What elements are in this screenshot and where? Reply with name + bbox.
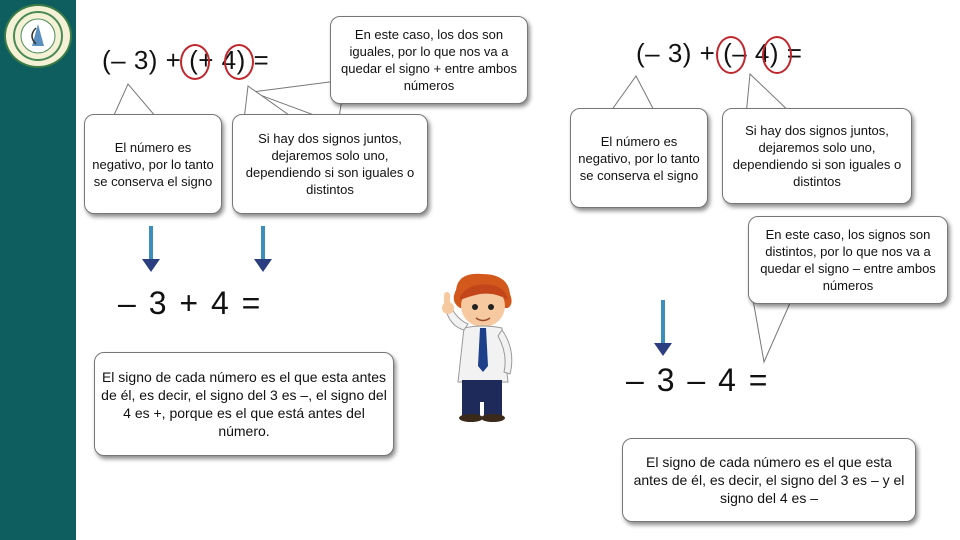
right-negative-number-bubble [570, 108, 708, 208]
plus-sign-circle [716, 36, 746, 74]
different-signs-bubble [748, 216, 948, 304]
boy-pointing-icon [436, 270, 528, 422]
plus-sign-circle [180, 44, 210, 80]
plus-sign-circle [224, 44, 254, 80]
down-arrow-icon [149, 226, 153, 260]
left-explanation-text: El signo de cada número es el que esta antes de él, es decir, el signo del 3 es –, el signo del 4 es +, porque es el que está antes del número. [101, 369, 387, 439]
negative-number-bubble [84, 114, 222, 214]
minus-sign-circle [762, 36, 792, 74]
right-result: – 3 – 4 = [626, 362, 770, 398]
down-arrow-icon [261, 226, 265, 260]
same-signs-text: En este caso, los dos son iguales, por lo que nos va a quedar el signo + entre ambos números [341, 27, 517, 93]
right-two-signs-bubble [722, 108, 912, 204]
right-explanation-box [622, 438, 916, 522]
same-signs-bubble [330, 16, 528, 104]
right-equation: (– 3) + (– 4) = [636, 38, 803, 68]
left-explanation-box [94, 352, 394, 456]
right-negative-number-text: El número es negativo, por lo tanto se conserva el signo [578, 133, 700, 183]
left-result: – 3 + 4 = [118, 285, 263, 321]
left-equation: (– 3) + (+ 4) = [102, 45, 270, 75]
university-seal-icon [4, 4, 72, 68]
right-two-signs-text: Si hay dos signos juntos, dejaremos solo uno, dependiendo si son iguales o distintos [732, 123, 902, 189]
down-arrow-icon [661, 300, 665, 344]
two-signs-text: Si hay dos signos juntos, dejaremos solo uno, dependiendo si son iguales o distintos [245, 131, 415, 197]
two-signs-bubble [232, 114, 428, 214]
right-explanation-text: El signo de cada número es el que esta antes de él, es decir, el signo del 3 es – y el signo del 4 es – [633, 454, 905, 506]
different-signs-text: En este caso, los signos son distintos, por lo que nos va a quedar el signo – entre ambos números [760, 227, 936, 293]
negative-number-text: El número es negativo, por lo tanto se conserva el signo [92, 139, 214, 189]
sidebar-band [0, 0, 76, 540]
